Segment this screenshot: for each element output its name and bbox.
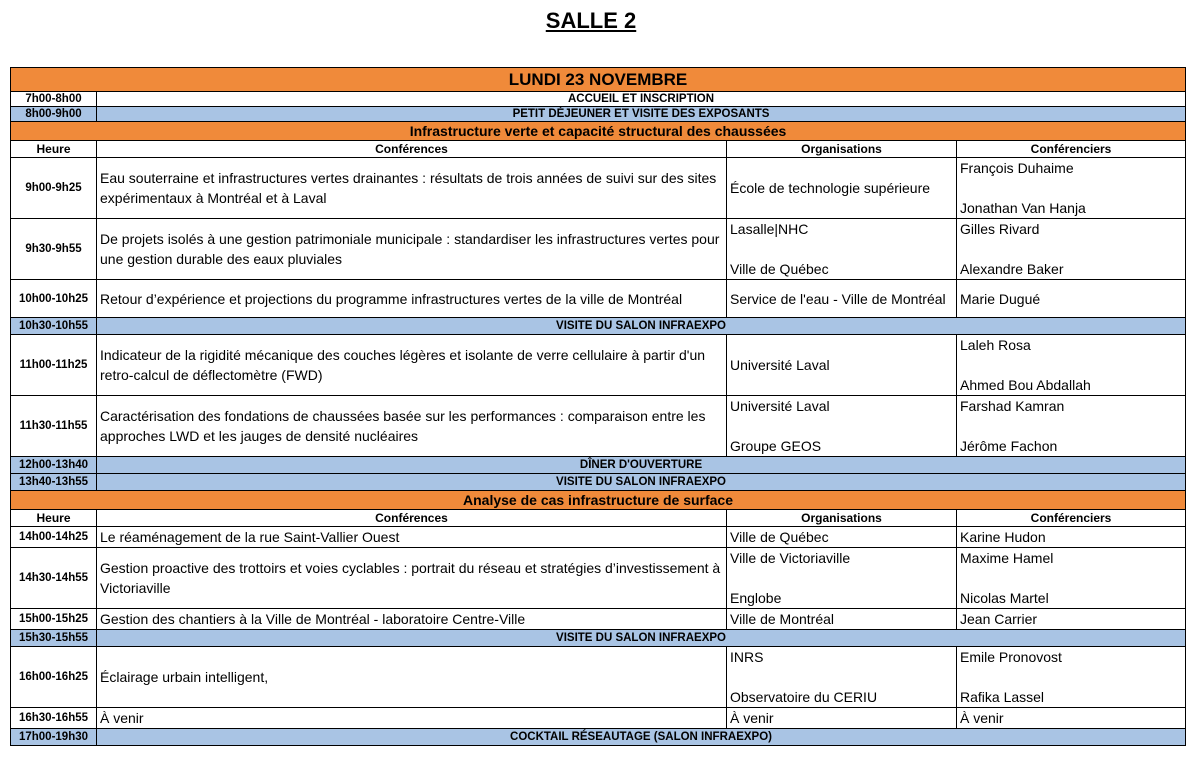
table-row	[11, 107, 1186, 122]
table-row	[11, 527, 1186, 548]
section-title: Infrastructure verte et capacité structural des chaussées	[11, 122, 1186, 141]
header-time: Heure	[11, 510, 97, 527]
table-row	[11, 474, 1186, 491]
time-cell: 15h30-15h55	[11, 630, 97, 647]
organisation: Service de l'eau - Ville de Montréal	[727, 280, 957, 318]
organisation: Lasalle|NHC	[730, 221, 809, 237]
organisation: Groupe GEOS	[730, 438, 822, 454]
organisation: Université Laval	[730, 398, 830, 414]
conference-title: À venir	[97, 708, 727, 729]
speakers-cell	[957, 548, 1186, 609]
session-label: VISITE DU SALON INFRAEXPO	[97, 630, 1186, 647]
conference-title: Gestion proactive des trottoirs et voies cyclables : portrait du réseau et stratégies d’investissement à Victoriaville	[97, 548, 727, 609]
header-speakers: Conférenciers	[957, 141, 1186, 158]
organisation: Ville de Québec	[730, 261, 829, 277]
speaker: Karine Hudon	[957, 527, 1186, 548]
organisation: Ville de Victoriaville	[730, 550, 851, 566]
organisations-cell	[727, 219, 957, 280]
table-row	[11, 729, 1186, 746]
section-title: Analyse de cas infrastructure de surface	[11, 491, 1186, 510]
speakers-cell	[957, 158, 1186, 219]
table-row	[11, 647, 1186, 708]
schedule-table	[10, 67, 1186, 746]
time-cell: 17h00-19h30	[11, 729, 97, 746]
speaker: Marie Dugué	[957, 280, 1186, 318]
speakers-cell	[957, 396, 1186, 457]
time-cell: 11h30-11h55	[11, 396, 97, 457]
section-row	[11, 491, 1186, 510]
speaker: Laleh Rosa	[960, 337, 1031, 353]
speaker: Jérôme Fachon	[960, 438, 1058, 454]
time-cell: 11h00-11h25	[11, 335, 97, 396]
speaker: Nicolas Martel	[960, 590, 1049, 606]
speakers-cell	[957, 647, 1186, 708]
header-conferences: Conférences	[97, 510, 727, 527]
speaker: Ahmed Bou Abdallah	[960, 377, 1091, 393]
header-speakers: Conférenciers	[957, 510, 1186, 527]
conference-title: Éclairage urbain intelligent,	[97, 647, 727, 708]
organisation: École de technologie supérieure	[727, 158, 957, 219]
time-cell: 13h40-13h55	[11, 474, 97, 491]
page-title: SALLE 2	[545, 8, 637, 33]
time-cell: 10h30-10h55	[11, 318, 97, 335]
speaker: François Duhaime	[960, 160, 1074, 176]
speaker: Farshad Kamran	[960, 398, 1065, 414]
session-label: ACCUEIL ET INSCRIPTION	[97, 92, 1186, 107]
speakers-cell	[957, 335, 1186, 396]
session-label: PETIT DÉJEUNER ET VISITE DES EXPOSANTS	[97, 107, 1186, 122]
speaker: Jean Carrier	[957, 609, 1186, 630]
organisations-cell	[727, 548, 957, 609]
speaker: Gilles Rivard	[960, 221, 1040, 237]
time-cell: 16h00-16h25	[11, 647, 97, 708]
time-cell: 10h00-10h25	[11, 280, 97, 318]
time-cell: 16h30-16h55	[11, 708, 97, 729]
organisation: Ville de Québec	[727, 527, 957, 548]
session-label: VISITE DU SALON INFRAEXPO	[97, 318, 1186, 335]
table-row	[11, 219, 1186, 280]
conference-title: Retour d’expérience et projections du programme infrastructures vertes de la ville de Montréal	[97, 280, 727, 318]
table-row	[11, 318, 1186, 335]
header-time: Heure	[11, 141, 97, 158]
speaker: Jonathan Van Hanja	[960, 200, 1086, 216]
table-row	[11, 280, 1186, 318]
time-cell: 12h00-13h40	[11, 457, 97, 474]
time-cell: 14h00-14h25	[11, 527, 97, 548]
organisation: INRS	[730, 649, 764, 665]
header-organisations: Organisations	[727, 510, 957, 527]
section-row	[11, 122, 1186, 141]
session-label: COCKTAIL RÉSEAUTAGE (SALON INFRAEXPO)	[97, 729, 1186, 746]
conference-title: Caractérisation des fondations de chaussées basée sur les performances : comparaison entre les approches LWD et les jauges de densité nucléaires	[97, 396, 727, 457]
organisation: Englobe	[730, 590, 782, 606]
time-cell: 9h30-9h55	[11, 219, 97, 280]
table-row	[11, 92, 1186, 107]
conference-title: Eau souterraine et infrastructures vertes drainantes : résultats de trois années de suivi sur des sites expérimentaux à Montréal et à Laval	[97, 158, 727, 219]
time-cell: 9h00-9h25	[11, 158, 97, 219]
organisations-cell	[727, 647, 957, 708]
conference-title: Le réaménagement de la rue Saint-Vallier Ouest	[97, 527, 727, 548]
conference-title: Gestion des chantiers à la Ville de Montréal - laboratoire Centre-Ville	[97, 609, 727, 630]
day-title: LUNDI 23 NOVEMBRE	[11, 68, 1186, 92]
column-header-row	[11, 510, 1186, 527]
conference-title: De projets isolés à une gestion patrimoniale municipale : standardiser les infrastructures vertes pour une gestion durable des eaux pluviales	[97, 219, 727, 280]
speakers-cell	[957, 219, 1186, 280]
header-organisations: Organisations	[727, 141, 957, 158]
table-row	[11, 548, 1186, 609]
organisation: À venir	[727, 708, 957, 729]
conference-title: Indicateur de la rigidité mécanique des couches légères et isolante de verre cellulaire à partir d'un retro-calcul de déflectomètre (FWD)	[97, 335, 727, 396]
time-cell: 14h30-14h55	[11, 548, 97, 609]
table-row	[11, 708, 1186, 729]
column-header-row	[11, 141, 1186, 158]
time-cell: 7h00-8h00	[11, 92, 97, 107]
organisation: Observatoire du CERIU	[730, 689, 878, 705]
session-label: VISITE DU SALON INFRAEXPO	[97, 474, 1186, 491]
speaker: Emile Pronovost	[960, 649, 1062, 665]
speaker: À venir	[957, 708, 1186, 729]
table-row	[11, 158, 1186, 219]
header-conferences: Conférences	[97, 141, 727, 158]
table-row	[11, 630, 1186, 647]
organisation: Université Laval	[727, 335, 957, 396]
day-header-row	[11, 68, 1186, 92]
table-row	[11, 457, 1186, 474]
table-row	[11, 609, 1186, 630]
table-row	[11, 396, 1186, 457]
speaker: Maxime Hamel	[960, 550, 1054, 566]
session-label: DÎNER D'OUVERTURE	[97, 457, 1186, 474]
time-cell: 15h00-15h25	[11, 609, 97, 630]
organisations-cell	[727, 396, 957, 457]
table-row	[11, 335, 1186, 396]
time-cell: 8h00-9h00	[11, 107, 97, 122]
speaker: Alexandre Baker	[960, 261, 1064, 277]
organisation: Ville de Montréal	[727, 609, 957, 630]
speaker: Rafika Lassel	[960, 689, 1045, 705]
